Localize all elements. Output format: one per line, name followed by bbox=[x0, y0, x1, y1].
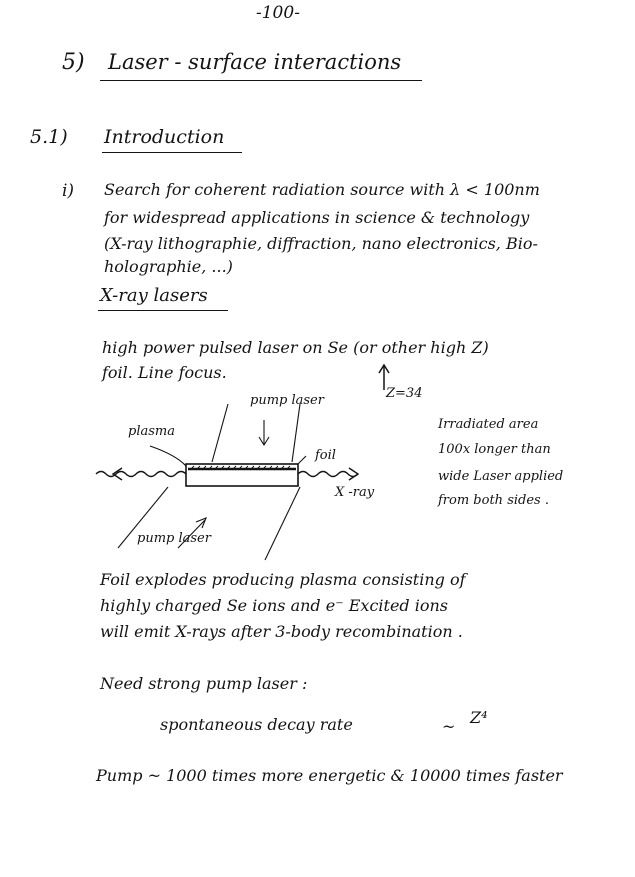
chapter-title-underline bbox=[100, 80, 422, 81]
item-line: (X-ray lithographie, diffraction, nano electronics, Bio- bbox=[104, 234, 538, 253]
xray-heading-underline bbox=[98, 310, 228, 311]
pump-laser-label: pump laser bbox=[137, 531, 211, 546]
xray-line: high power pulsed laser on Se (or other high Z) bbox=[102, 338, 489, 357]
decay-rate-text: spontaneous decay rate bbox=[160, 715, 353, 734]
page-number: -100- bbox=[256, 3, 300, 23]
xray-line: foil. Line focus. bbox=[102, 363, 227, 382]
item-number: i) bbox=[62, 181, 75, 201]
section-title-underline bbox=[102, 152, 242, 153]
approx-symbol: ~ bbox=[442, 717, 456, 736]
pump-laser-label: pump laser bbox=[250, 393, 324, 408]
need-line: Need strong pump laser : bbox=[100, 674, 308, 693]
foil-text-line: will emit X-rays after 3-body recombination . bbox=[100, 622, 463, 641]
pump-line: Pump ~ 1000 times more energetic & 10000 times faster bbox=[96, 766, 563, 785]
chapter-title: Laser - surface interactions bbox=[108, 50, 402, 74]
chapter-number: 5) bbox=[62, 50, 85, 75]
figure-note-line: from both sides . bbox=[438, 493, 549, 508]
item-line: holographie, ...) bbox=[104, 257, 233, 276]
section-title: Introduction bbox=[104, 126, 225, 148]
foil-label: foil bbox=[315, 448, 336, 463]
figure-note-line: 100x longer than bbox=[438, 442, 551, 457]
figure-note-line: Irradiated area bbox=[438, 417, 539, 432]
xray-heading: X-ray lasers bbox=[100, 285, 208, 306]
plasma-label: plasma bbox=[128, 424, 175, 439]
foil-text-line: Foil explodes producing plasma consisting of bbox=[100, 570, 466, 589]
z-note: Z=34 bbox=[386, 386, 423, 401]
xray-beam-icon bbox=[96, 468, 358, 480]
figure-note-line: wide Laser applied bbox=[438, 469, 564, 484]
foil-rect bbox=[186, 464, 298, 486]
section-number: 5.1) bbox=[30, 126, 68, 148]
z-power-text: Z⁴ bbox=[470, 708, 488, 727]
foil-target bbox=[186, 464, 298, 486]
item-line: for widespread applications in science & technology bbox=[104, 208, 530, 227]
xray-label: X -ray bbox=[335, 485, 375, 500]
foil-text-line: highly charged Se ions and e⁻ Excited ions bbox=[100, 596, 449, 615]
item-line: Search for coherent radiation source with λ < 100nm bbox=[104, 180, 540, 199]
